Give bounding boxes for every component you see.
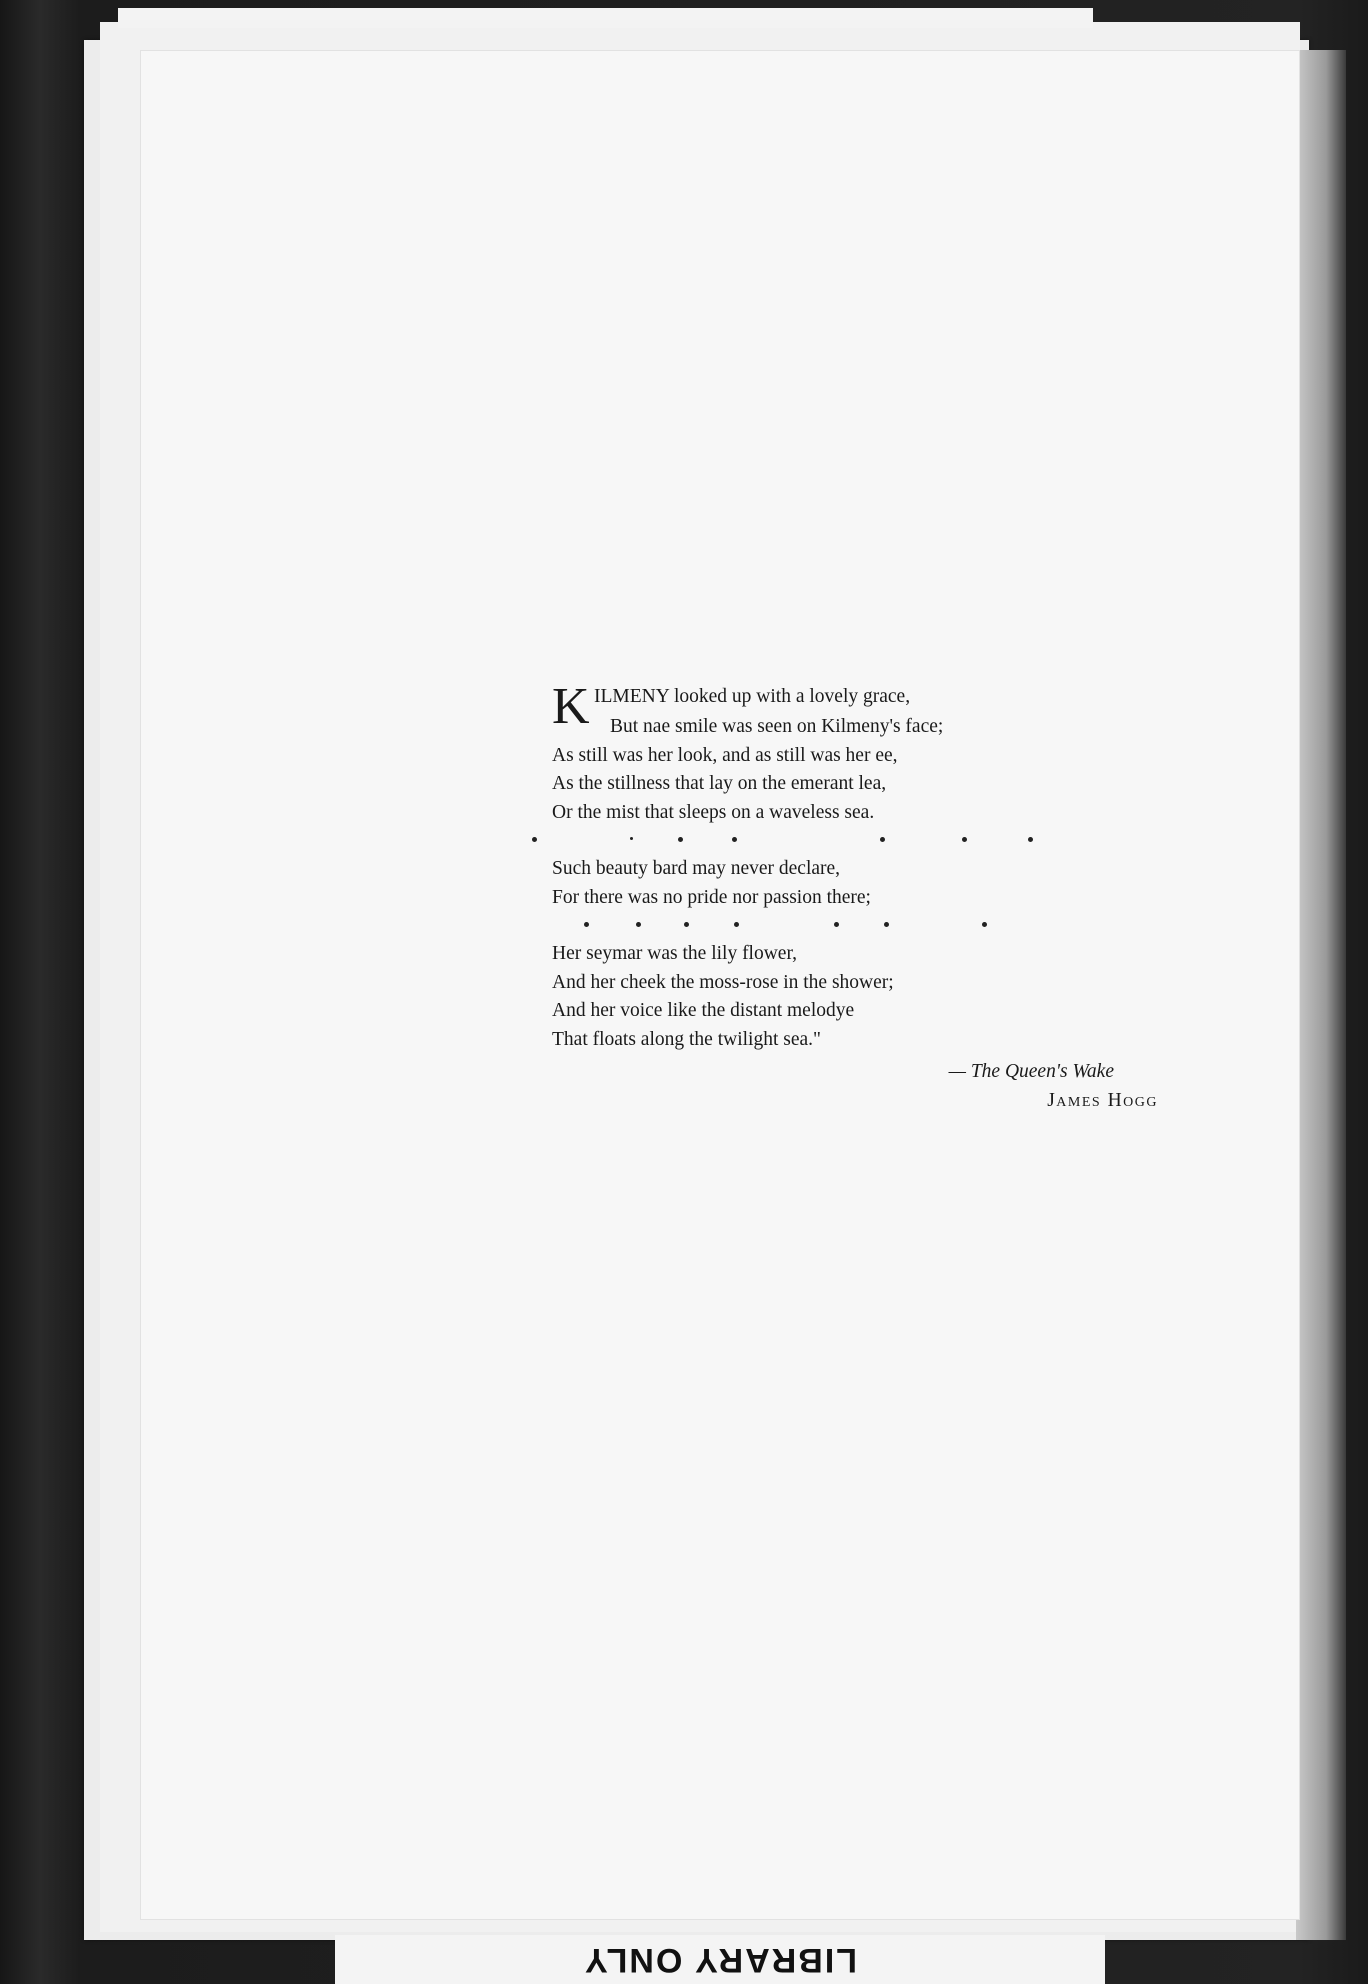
ellipsis-dot [636, 922, 641, 927]
poem-author: James Hogg [1047, 1089, 1158, 1111]
library-only-stamp: LIBRARY ONLY [582, 1941, 857, 1979]
ellipsis-dots [552, 912, 1062, 940]
ellipsis-dot [982, 922, 987, 927]
ellipsis-dot [884, 922, 889, 927]
ellipsis-dot [678, 837, 683, 842]
poem-line: As the stillness that lay on the emerant lea, [552, 773, 887, 794]
poem-line: For there was no pride nor passion there; [552, 886, 871, 908]
ellipsis-dot [834, 922, 839, 927]
ellipsis-dot [630, 837, 633, 840]
ellipsis-dot [732, 837, 737, 842]
poem-line: Such beauty bard may never declare, [552, 858, 841, 879]
poem-block [552, 678, 1172, 1115]
poem-line: ILMENY looked up with a lovely grace, [594, 686, 911, 707]
ellipsis-dot [684, 922, 689, 927]
ellipsis-dot [962, 837, 967, 842]
library-stamp-strip [335, 1935, 1105, 1984]
ellipsis-dots [552, 827, 1062, 855]
page-top-edge [118, 8, 1093, 28]
poem-line: That floats along the twilight sea." [552, 1028, 821, 1050]
ellipsis-dot [532, 837, 537, 842]
ellipsis-dot [1028, 837, 1033, 842]
poem-line: And her voice like the distant melodye [552, 1000, 855, 1021]
ellipsis-dot [734, 922, 739, 927]
drop-cap: K [552, 678, 590, 735]
poem-line: Or the mist that sleeps on a waveless sea. [552, 801, 875, 823]
poem-line: As still was her look, and as still was her ee, [552, 744, 898, 766]
poem-line: But nae smile was seen on Kilmeny's face; [610, 716, 944, 737]
ellipsis-dot [584, 922, 589, 927]
page-gutter-shadow [1296, 50, 1346, 1940]
poem-line: Her seymar was the lily flower, [552, 943, 798, 964]
poem-line: And her cheek the moss-rose in the shower; [552, 971, 894, 993]
poem-source: — The Queen's Wake [948, 1061, 1114, 1082]
ellipsis-dot [880, 837, 885, 842]
